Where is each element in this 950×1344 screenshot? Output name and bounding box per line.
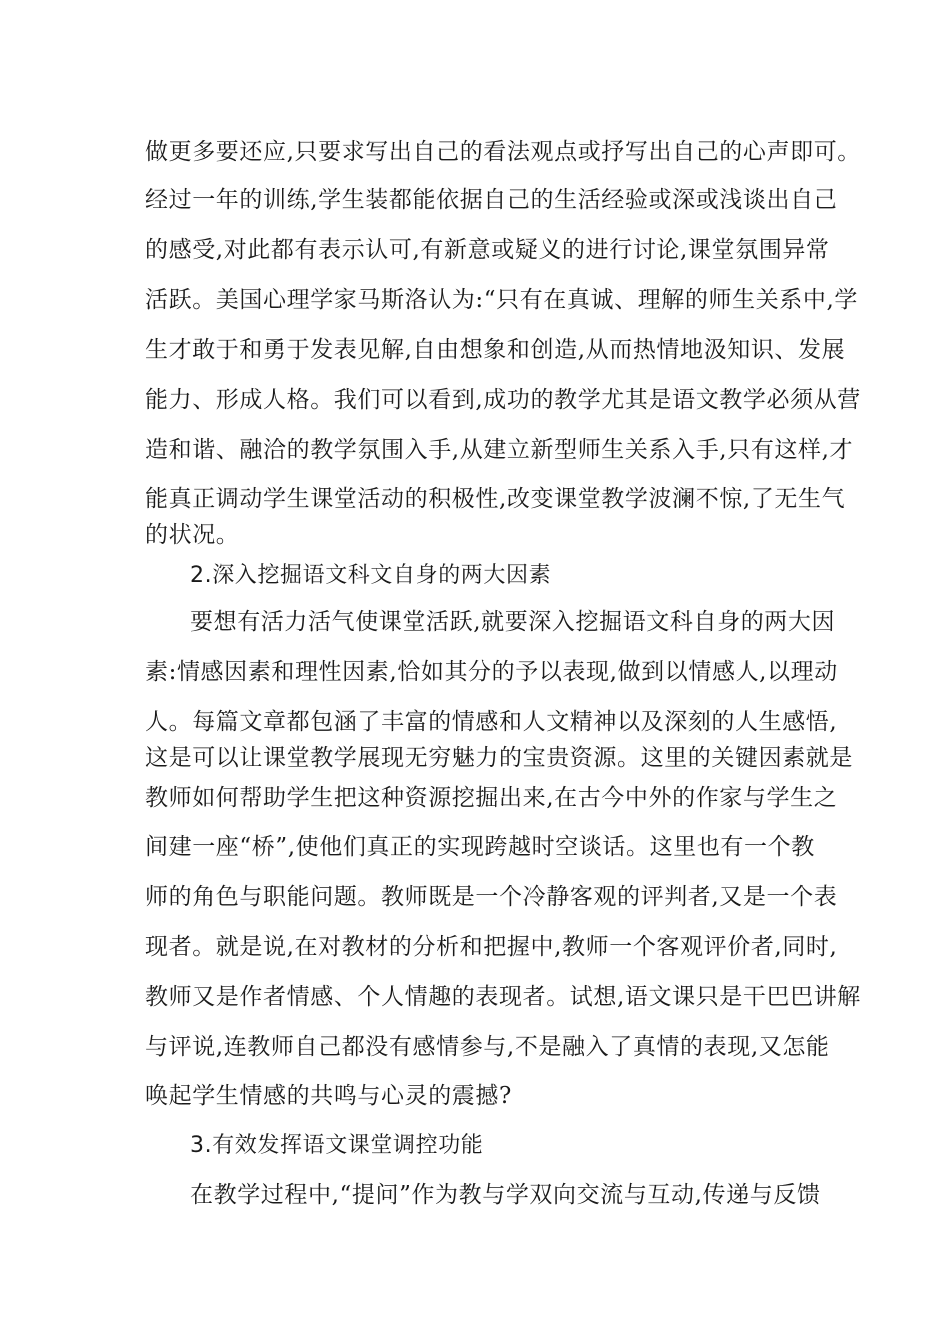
section-heading: 2.深入挖掘语文科文自身的两大因素 — [190, 563, 552, 588]
section-heading: 3.有效发挥语文课堂调控功能 — [190, 1133, 484, 1158]
paragraph-line: 生才敢于和勇于发表见解,自由想象和创造,从而热情地汲知识、发展 — [145, 337, 846, 363]
paragraph-line: 现者。就是说,在对教材的分析和把握中,教师一个客观评价者,同时, — [145, 934, 838, 960]
paragraph-line: 间建一座“桥”,使他们真正的实现跨越时空谈话。这里也有一个教 — [145, 834, 815, 860]
paragraph-line: 唤起学生情感的共鸣与心灵的震撼? — [145, 1083, 512, 1109]
paragraph-line: 要想有活力活气使课堂活跃,就要深入挖掘语文科自身的两大因 — [190, 609, 836, 635]
paragraph-line: 师的角色与职能问题。教师既是一个冷静客观的评判者,又是一个表 — [145, 884, 838, 910]
paragraph-line: 做更多要还应,只要求写出自己的看法观点或抒写出自己的心声即可。 — [145, 139, 861, 165]
paragraph-line: 经过一年的训练,学生装都能依据自己的生活经验或深或浅谈出自己 — [145, 187, 838, 213]
paragraph-line: 这是可以让课堂教学展现无穷魅力的宝贵资源。这里的关键因素就是 — [145, 745, 853, 771]
paragraph-line: 在教学过程中,“提问”作为教与学双向交流与互动,传递与反馈 — [190, 1182, 821, 1208]
paragraph-line: 能真正调动学生课堂活动的积极性,改变课堂教学波澜不惊,了无生气 — [145, 486, 846, 512]
paragraph-line: 造和谐、融洽的教学氛围入手,从建立新型师生关系入手,只有这样,才 — [145, 437, 854, 463]
paragraph-line: 教师又是作者情感、个人情趣的表现者。试想,语文课只是干巴巴讲解 — [145, 984, 861, 1010]
paragraph-line: 的状况。 — [145, 522, 240, 548]
paragraph-line: 人。每篇文章都包涵了丰富的情感和人文精神以及深刻的人生感悟, — [145, 709, 838, 735]
paragraph-line: 能力、形成人格。我们可以看到,成功的教学尤其是语文教学必须从营 — [145, 387, 861, 413]
paragraph-line: 教师如何帮助学生把这种资源挖掘出来,在古今中外的作家与学生之 — [145, 785, 838, 811]
paragraph-line: 的感受,对此都有表示认可,有新意或疑义的进行讨论,课堂氛围异常 — [145, 237, 830, 263]
paragraph-line: 与评说,连教师自己都没有感情参与,不是融入了真情的表现,又怎能 — [145, 1034, 830, 1060]
paragraph-line: 活跃。美国心理学家马斯洛认为:“只有在真诚、理解的师生关系中,学 — [145, 287, 859, 313]
paragraph-line: 素:情感因素和理性因素,恰如其分的予以表现,做到以情感人,以理动 — [145, 659, 838, 685]
